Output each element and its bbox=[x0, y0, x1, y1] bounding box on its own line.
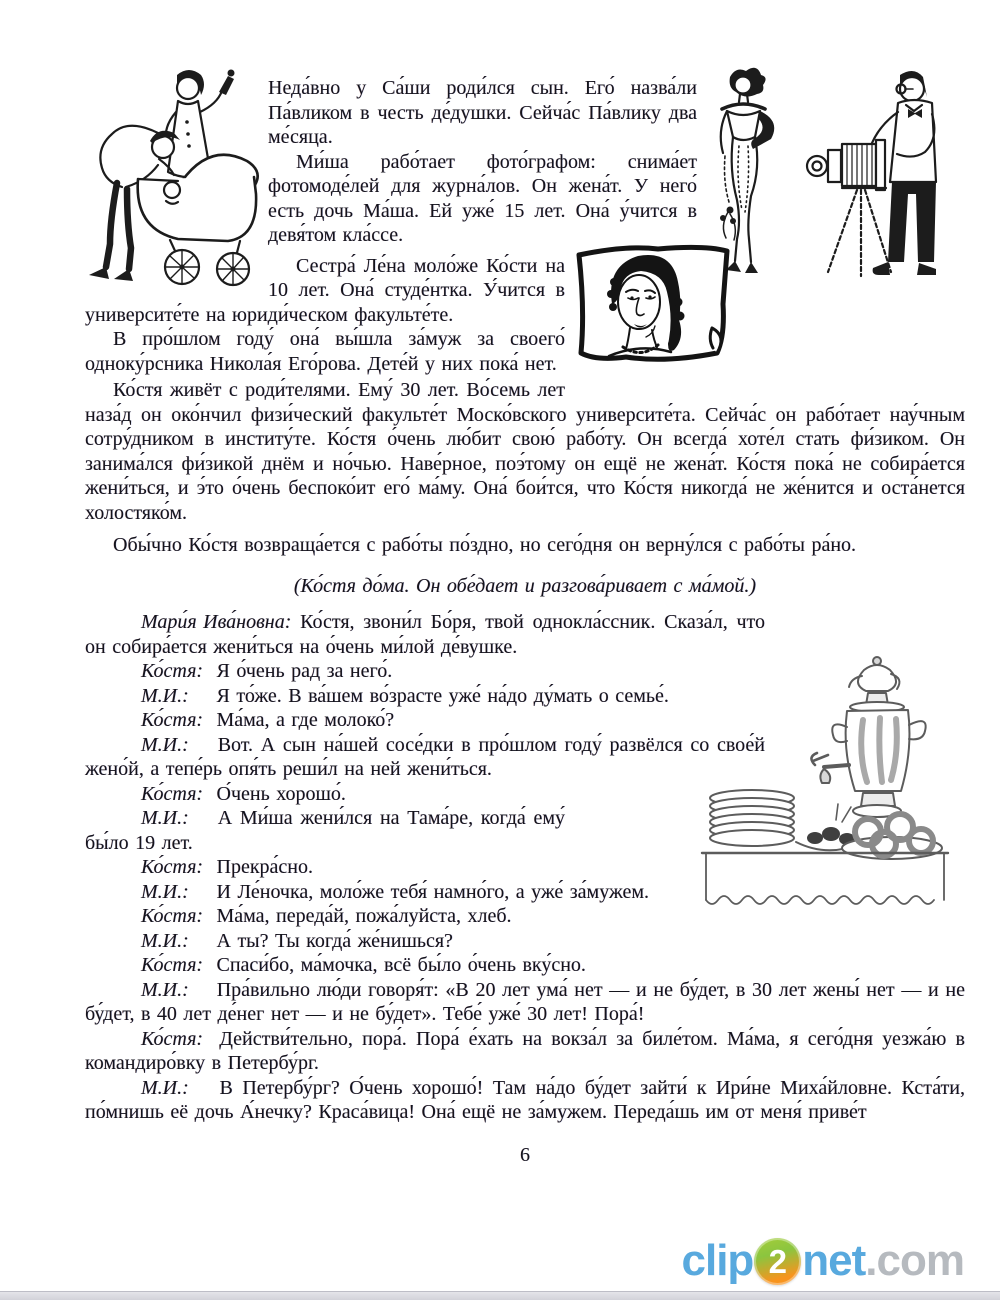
dialogue-speaker: Ко́стя: bbox=[141, 782, 204, 805]
page-number: 6 bbox=[520, 1143, 530, 1166]
dialogue-speaker: Ко́стя: bbox=[141, 709, 204, 731]
dialogue-text: Пра́вильно лю́ди говоря́т: «В 20 лет ума́ нет — и не бу́дет, в 30 лет жены́ нет — и не бу́дет, в 40 лет де́нег нет — и не бу́дет». Тебе́ уже́ 30 лет! Пора́! bbox=[85, 978, 966, 1025]
carriage-float-spacer bbox=[85, 76, 268, 300]
dialogue-speaker: Ко́стя: bbox=[141, 1027, 204, 1050]
dialogue-speaker: Ко́стя: bbox=[141, 856, 204, 878]
photo-float-spacer bbox=[697, 76, 965, 254]
paragraph-usually: Обы́чно Ко́стя возвраща́ется с рабо́ты по́здно, но сего́дня он верну́лся с рабо́ты ра́но. bbox=[113, 534, 857, 556]
dialogue-speaker: Мари́я Ива́новна: bbox=[141, 611, 292, 633]
dialogue-line bbox=[85, 880, 965, 905]
dialogue-line bbox=[85, 929, 965, 954]
dialogue-speaker: М.И.: bbox=[141, 807, 189, 829]
dialogue-speaker: М.И.: bbox=[141, 1076, 189, 1099]
dialogue-speaker: М.И.: bbox=[141, 929, 189, 952]
dialogue-text: Ма́ма, переда́й, пожа́луйста, хлеб. bbox=[216, 905, 512, 927]
paragraph-kostya: Ко́стя живёт с роди́телями. Ему́ 30 лет. Во́семь лет наза́д он око́нчил физи́ческий факульте́т Моско́вского университе́та. Сейча́с он рабо́тает нау́чным сотру́дником в институ́те. Ко́стя о́чень лю́бит свою́ рабо́ту. Он всегда́ хоте́л стать фи́зиком. Он занима́лся фи́зикой днём и но́чью. Наве́рное, поэ́тому он ещё не жена́т. Ко́стя пока́ не собира́ется жени́ться, и э́то о́чень беспоко́ит его́ ма́му. Она́ бои́тся, что Ко́стя никогда́ не же́нится и оста́нется холостяко́м. bbox=[85, 379, 965, 524]
dialogue-text: Вот. А сын на́шей сосе́дки в про́шлом году́ развёлся со свое́й жено́й, а тепе́рь опя́ть реши́л на ней жени́ться. bbox=[85, 733, 766, 780]
dialogue-text: О́чень хорошо́. bbox=[216, 782, 346, 805]
dialogue-speaker: М.И.: bbox=[141, 978, 189, 1001]
dialogue-text: В Петербу́рг? О́чень хорошо́! Там на́до бу́дет зайти́ к Ири́не Миха́йловне. Кста́ти, по́мнишь её дочь А́нечку? Краса́вица! Она́ ещё не за́мужем. Переда́шь им от меня́ приве́т bbox=[85, 1076, 965, 1123]
window-bottom-edge bbox=[0, 1291, 1000, 1300]
dialogue-line bbox=[85, 953, 965, 978]
dialogue-text: Прекра́сно. bbox=[216, 856, 313, 878]
dialogue-text: А Ми́ша жени́лся на Тама́ре, когда́ ему́ бы́ло 19 лет. bbox=[85, 807, 566, 854]
dialogue-speaker: Ко́стя: bbox=[141, 660, 204, 682]
dialogue-text: Спаси́бо, ма́мочка, всё бы́ло о́чень вку́сно. bbox=[216, 954, 586, 976]
dialogue-speaker: Ко́стя: bbox=[141, 954, 204, 976]
dialogue-line bbox=[85, 904, 965, 929]
stage-direction: (Ко́стя до́ма. Он обе́дает и разгова́ривает с ма́мой.) bbox=[293, 574, 757, 597]
dialogue-text: Я то́же. В ва́шем во́зрасте уже́ на́до ду́мать о семье́. bbox=[216, 684, 669, 707]
watermark-net: net bbox=[802, 1236, 866, 1285]
watermark-com: .com bbox=[865, 1236, 964, 1285]
dialogue-text: Ма́ма, а где молоко́? bbox=[216, 709, 395, 731]
dialogue-text: Ко́стя, звони́л Бо́ря, твой однокла́ссник. Сказа́л, что он собира́ется жени́ться на о́чень ми́лой де́вушке. bbox=[85, 611, 765, 658]
paragraph-marriage: В про́шлом году́ она́ вы́шла за́муж за своего́ одноку́рсника Никола́я Его́рова. Дете́й у них пока́ нет. bbox=[85, 328, 565, 375]
samovar-float-spacer-bottom bbox=[565, 806, 965, 860]
dialogue-line bbox=[85, 1027, 965, 1076]
watermark-clip: clip bbox=[681, 1236, 754, 1285]
dialogue-text: Действи́тельно, пора́. Пора́ е́хать на вокза́л за биле́том. Ма́ма, я сего́дня уезжа́ю в командиро́вку в Петербу́рг. bbox=[85, 1027, 965, 1074]
paragraph-misha: Ми́ша рабо́тает фото́графом: снима́ет фотомоде́лей для журна́лов. Он жена́т. У него́ есть дочь Ма́ша. Ей уже́ 15 лет. Она́ у́чится в девя́том кла́ссе. bbox=[268, 150, 697, 246]
dialogue-speaker: М.И.: bbox=[141, 684, 189, 707]
dialogue-speaker: М.И.: bbox=[141, 880, 189, 903]
paragraph-pavlik: Неда́вно у Са́ши роди́лся сын. Его́ назва́ли Па́вликом в честь де́душки. Сейча́с Па́влику два ме́сяца. bbox=[268, 77, 697, 148]
samovar-float-spacer-top bbox=[765, 610, 965, 806]
dialogue-line bbox=[85, 978, 965, 1027]
dialogue-text: А ты? Ты когда́ же́нишься? bbox=[216, 929, 453, 952]
dialogue-text: Я о́чень рад за него́. bbox=[216, 660, 393, 682]
dialogue-speaker: М.И.: bbox=[141, 733, 189, 756]
dialogue-line bbox=[85, 1076, 965, 1125]
paragraph-lena: Сестра́ Ле́на моло́же Ко́сти на 10 лет. Она́ студе́нтка. У́чится в университе́те на юриди́ческом факульте́те. bbox=[85, 254, 565, 326]
dialogue-speaker: Ко́стя: bbox=[141, 905, 204, 927]
watermark-2-badge: 2 bbox=[754, 1238, 801, 1285]
portrait-float-spacer bbox=[565, 254, 965, 400]
clip2net-watermark bbox=[682, 1236, 965, 1286]
dialogue-text: И Ле́ночка, моло́же тебя́ намно́го, а уже́ за́мужем. bbox=[216, 880, 650, 903]
